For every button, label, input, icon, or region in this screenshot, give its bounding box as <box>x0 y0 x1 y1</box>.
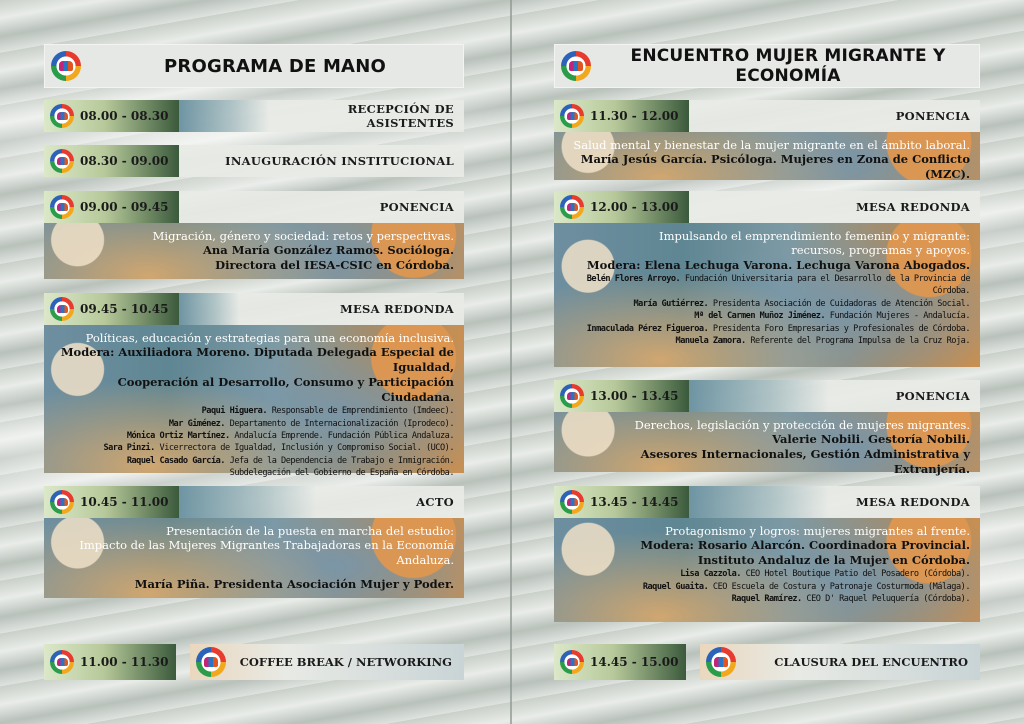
session-body <box>554 223 980 367</box>
session-type: PONENCIA <box>379 200 454 214</box>
schedule-block <box>44 191 464 279</box>
time-label: 13.45 - 14.45 <box>590 495 679 509</box>
left-title: PROGRAMA DE MANO <box>164 55 386 77</box>
panelist-line: Raquel Ramírez. CEO D' Raquel Peluquería (Córdoba). <box>731 594 970 605</box>
speaker-line: Ana María González Ramos. Socióloga. <box>202 243 454 258</box>
session-title: Derechos, legislación y protección de mujeres migrantes. <box>634 418 970 432</box>
logo-icon <box>560 650 584 674</box>
moderator-line: Modera: Rosario Alarcón. Coordinadora Provincial. <box>640 538 970 553</box>
session-type: MESA REDONDA <box>339 302 454 316</box>
schedule-block <box>554 191 980 367</box>
time-box <box>554 380 689 412</box>
schedule-block <box>44 145 464 177</box>
time-label: 12.00 - 13.00 <box>590 200 679 214</box>
panelist-line: Belén Flores Arroyo. Fundación Universitaria para el Desarrollo de la Provincia de Córdoba. <box>586 273 970 297</box>
time-label: 10.45 - 11.00 <box>80 495 169 509</box>
panelist-line: Paqui Higuera. Responsable de Emprendimiento (Imdeec). <box>201 406 454 417</box>
speaker-line: Valerie Nobili. Gestoría Nobili. <box>772 432 970 447</box>
time-label: 13.00 - 13.45 <box>590 389 679 403</box>
panelist-line: Raquel Casado García. Jefa de la Dependencia de Trabajo e Inmigración. <box>126 455 454 466</box>
session-body <box>44 223 464 279</box>
panelist-line: Manuela Zamora. Referente del Programa Impulsa de la Cruz Roja. <box>675 335 970 346</box>
right-header <box>554 44 980 88</box>
session-title: recursos, programas y apoyos. <box>791 243 970 258</box>
logo-icon <box>50 149 74 173</box>
panelist-line: Sara Pinzi. Vicerrectora de Igualdad, Inclusión y Compromiso Social. (UCO). <box>103 443 454 454</box>
session-title: Presentación de la puesta en marcha del estudio: <box>166 524 454 538</box>
schedule-block <box>44 644 464 680</box>
time-label: 08.30 - 09.00 <box>80 154 169 168</box>
time-box <box>44 145 179 177</box>
session-title: Salud mental y bienestar de la mujer migrante en el ámbito laboral. <box>573 138 970 152</box>
left-header <box>44 44 464 88</box>
time-label: 14.45 - 15.00 <box>590 655 679 669</box>
panelist-line: Raquel Guaita. CEO Escuela de Costura y Patronaje Costurmoda (Málaga). <box>642 581 970 592</box>
session-title: Migración, género y sociedad: retos y perspectivas. <box>152 229 454 243</box>
panelist-line: Mª del Carmen Muñoz Jiménez. Fundación Mujeres - Andalucía. <box>694 311 970 322</box>
time-box <box>554 191 689 223</box>
right-title: ENCUENTRO MUJER MIGRANTE Y ECONOMÍA <box>630 46 946 86</box>
panelist-line: Mónica Ortiz Martínez. Andalucía Emprende. Fundación Pública Andaluza. <box>126 431 454 442</box>
right-page <box>512 0 1024 724</box>
moderator-line: Modera: Elena Lechuga Varona. Lechuga Varona Abogados. <box>586 257 970 272</box>
panelist-line: Inmaculada Pérez Figueroa. Presidenta Foro Empresarias y Profesionales de Córdoba. <box>586 323 970 334</box>
session-body <box>554 132 980 180</box>
time-box <box>44 486 179 518</box>
logo-icon <box>560 490 584 514</box>
session-type: INAUGURACIÓN INSTITUCIONAL <box>225 154 454 168</box>
schedule-block <box>44 100 464 132</box>
speaker-line: María Jesús García. Psicóloga. Mujeres en Zona de Conflicto (MZC). <box>580 152 970 182</box>
panelist-line: María Gutiérrez. Presidenta Asociación de Cuidadoras de Atención Social. <box>633 298 970 309</box>
logo-icon <box>561 51 591 81</box>
logo-icon <box>50 104 74 128</box>
logo-icon <box>706 647 736 677</box>
logo-icon <box>51 51 81 81</box>
logo-icon <box>50 195 74 219</box>
speaker-line: Directora del IESA-CSIC en Córdoba. <box>215 258 454 273</box>
time-label: 11.30 - 12.00 <box>590 109 679 123</box>
schedule-block <box>554 100 980 180</box>
schedule-block <box>44 486 464 598</box>
session-title: Impulsando el emprendimiento femenino y migrante: <box>659 229 970 243</box>
session-body <box>44 325 464 479</box>
time-label: 09.00 - 09.45 <box>80 200 169 214</box>
panelist-line: Subdelegación del Gobierno de España en Córdoba. <box>229 468 454 479</box>
time-box <box>44 293 179 325</box>
schedule-block <box>44 293 464 479</box>
time-label: 08.00 - 08.30 <box>80 109 169 123</box>
time-box <box>44 100 179 132</box>
logo-icon <box>560 384 584 408</box>
speaker-line: María Piña. Presidenta Asociación Mujer y Poder. <box>134 577 454 592</box>
session-type: ACTO <box>416 495 454 509</box>
logo-icon <box>50 650 74 674</box>
session-title: Impacto de las Mujeres Migrantes Trabajadoras en la Economía Andaluza. <box>79 538 454 567</box>
session-type: RECEPCIÓN DE ASISTENTES <box>347 102 454 130</box>
moderator-line: Modera: Auxiliadora Moreno. Diputada Delegada Especial de Igualdad, <box>60 345 454 375</box>
logo-icon <box>560 104 584 128</box>
panelist-line: Lisa Cazzola. CEO Hotel Boutique Patio del Posadero (Córdoba). <box>680 569 970 580</box>
moderator-line: Cooperación al Desarrollo, Consumo y Participación Ciudadana. <box>117 375 454 405</box>
logo-icon <box>50 297 74 321</box>
schedule-block <box>554 486 980 622</box>
logo-icon <box>50 490 74 514</box>
time-box <box>44 644 176 680</box>
session-title: Políticas, educación y estrategias para una economía inclusiva. <box>85 331 454 345</box>
session-type: MESA REDONDA <box>855 200 970 214</box>
moderator-line: Instituto Andaluz de la Mujer en Córdoba. <box>697 553 970 568</box>
session-body <box>44 518 464 598</box>
logo-icon <box>196 647 226 677</box>
session-type: CLAUSURA DEL ENCUENTRO <box>774 655 968 669</box>
time-label: 09.45 - 10.45 <box>80 302 169 316</box>
session-body <box>554 412 980 477</box>
time-box <box>554 100 689 132</box>
session-type: COFFEE BREAK / NETWORKING <box>239 655 452 669</box>
time-label: 11.00 - 11.30 <box>80 655 169 669</box>
time-box <box>554 644 686 680</box>
session-type: MESA REDONDA <box>855 495 970 509</box>
time-box <box>554 486 689 518</box>
session-title: Protagonismo y logros: mujeres migrantes al frente. <box>665 524 970 538</box>
time-box <box>44 191 179 223</box>
session-body <box>554 518 980 622</box>
session-type: PONENCIA <box>895 389 970 403</box>
speaker-line: Asesores Internacionales, Gestión Administrativa y Extranjería. <box>640 447 970 477</box>
schedule-block <box>554 644 980 680</box>
schedule-block <box>554 380 980 477</box>
panelist-line: Mar Giménez. Departamento de Internacionalización (Iprodeco). <box>168 418 454 429</box>
logo-icon <box>560 195 584 219</box>
session-type: PONENCIA <box>895 109 970 123</box>
